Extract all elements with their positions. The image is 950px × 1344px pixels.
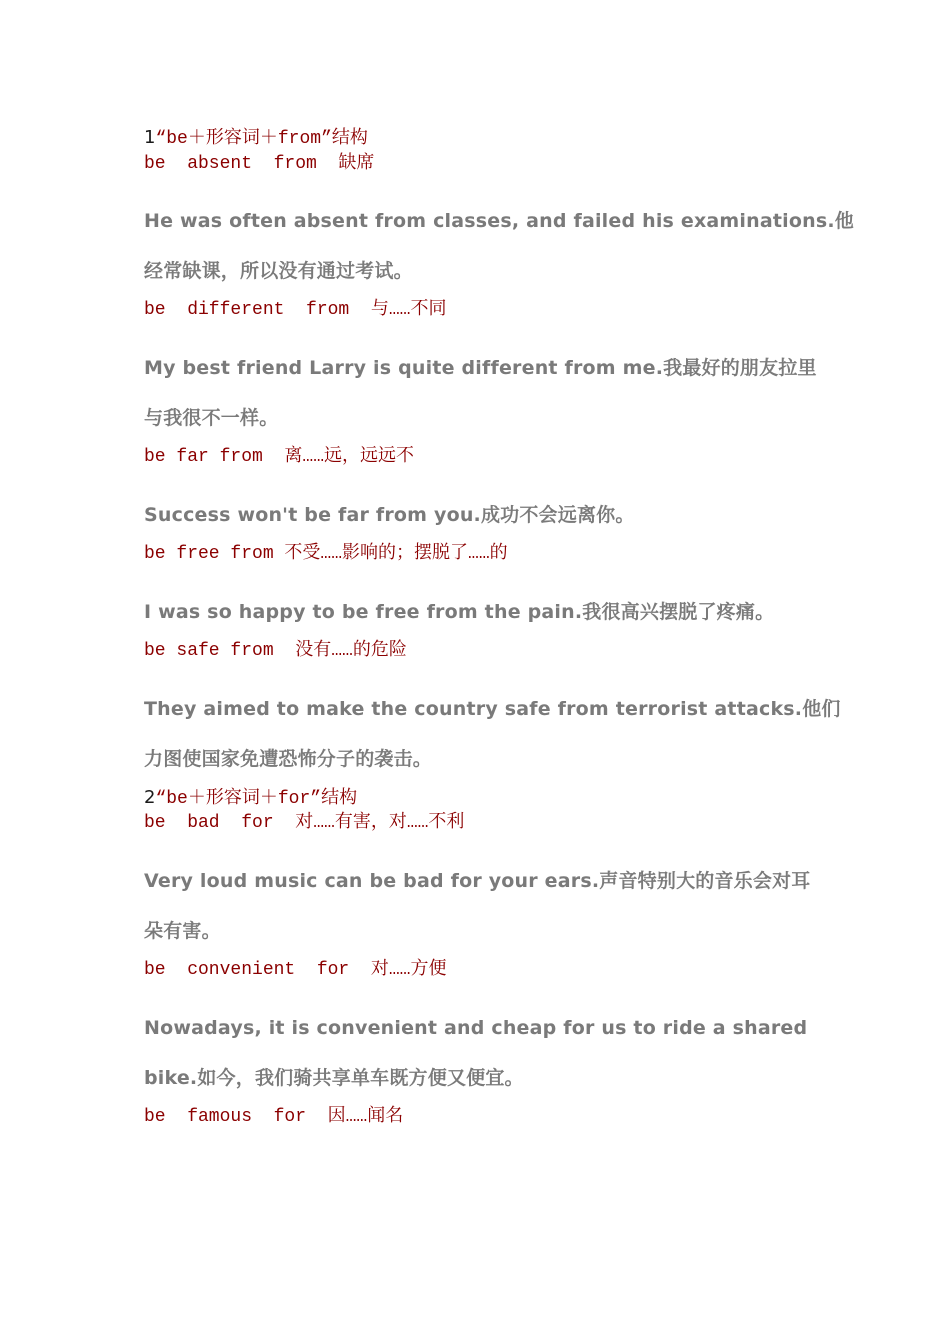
phrase-different-from: be different from 与……不同: [144, 300, 447, 320]
section-2-title: “be＋形容词＋for”结构: [155, 789, 358, 809]
phrase-convenient-for: be convenient for 对……方便: [144, 960, 447, 980]
section-2-heading: [144, 786, 357, 811]
section-2-number: 2: [144, 787, 156, 808]
example-absent-from-line-1: He was often absent from classes, and failed his examinations.他: [144, 210, 854, 232]
section-1-number: 1: [144, 127, 156, 148]
example-safe-from-line-2: 力图使国家免遭恐怖分子的袭击。: [144, 748, 433, 770]
example-convenient-for-line-1: Nowadays, it is convenient and cheap for us to ride a shared: [144, 1017, 808, 1039]
phrase-absent-from: be absent from 缺席: [144, 154, 375, 174]
section-1-title: “be＋形容词＋from”结构: [155, 129, 368, 149]
phrase-bad-for: be bad for 对……有害，对……不利: [144, 813, 465, 833]
phrase-safe-from: be safe from 没有……的危险: [144, 641, 407, 661]
example-safe-from-line-1: They aimed to make the country safe from terrorist attacks.他们: [144, 698, 841, 720]
example-different-from-line-1: My best friend Larry is quite different from me.我最好的朋友拉里: [144, 357, 817, 379]
example-bad-for-line-2: 朵有害。: [144, 920, 221, 942]
phrase-free-from: be free from 不受……影响的；摆脱了……的: [144, 544, 508, 564]
phrase-far-from: be far from 离……远，远远不: [144, 447, 415, 467]
example-bad-for-line-1: Very loud music can be bad for your ears.声音特别大的音乐会对耳: [144, 870, 811, 892]
example-far-from-line-1: Success won't be far from you.成功不会远离你。: [144, 504, 635, 526]
phrase-famous-for: be famous for 因……闻名: [144, 1107, 404, 1127]
example-different-from-line-2: 与我很不一样。: [144, 407, 279, 429]
example-free-from-line-1: I was so happy to be free from the pain.我很高兴摆脱了疼痛。: [144, 601, 775, 623]
example-absent-from-line-2: 经常缺课，所以没有通过考试。: [144, 260, 413, 282]
example-convenient-for-line-2: bike.如今，我们骑共享单车既方便又便宜。: [144, 1067, 524, 1089]
section-1-heading: [144, 126, 368, 151]
